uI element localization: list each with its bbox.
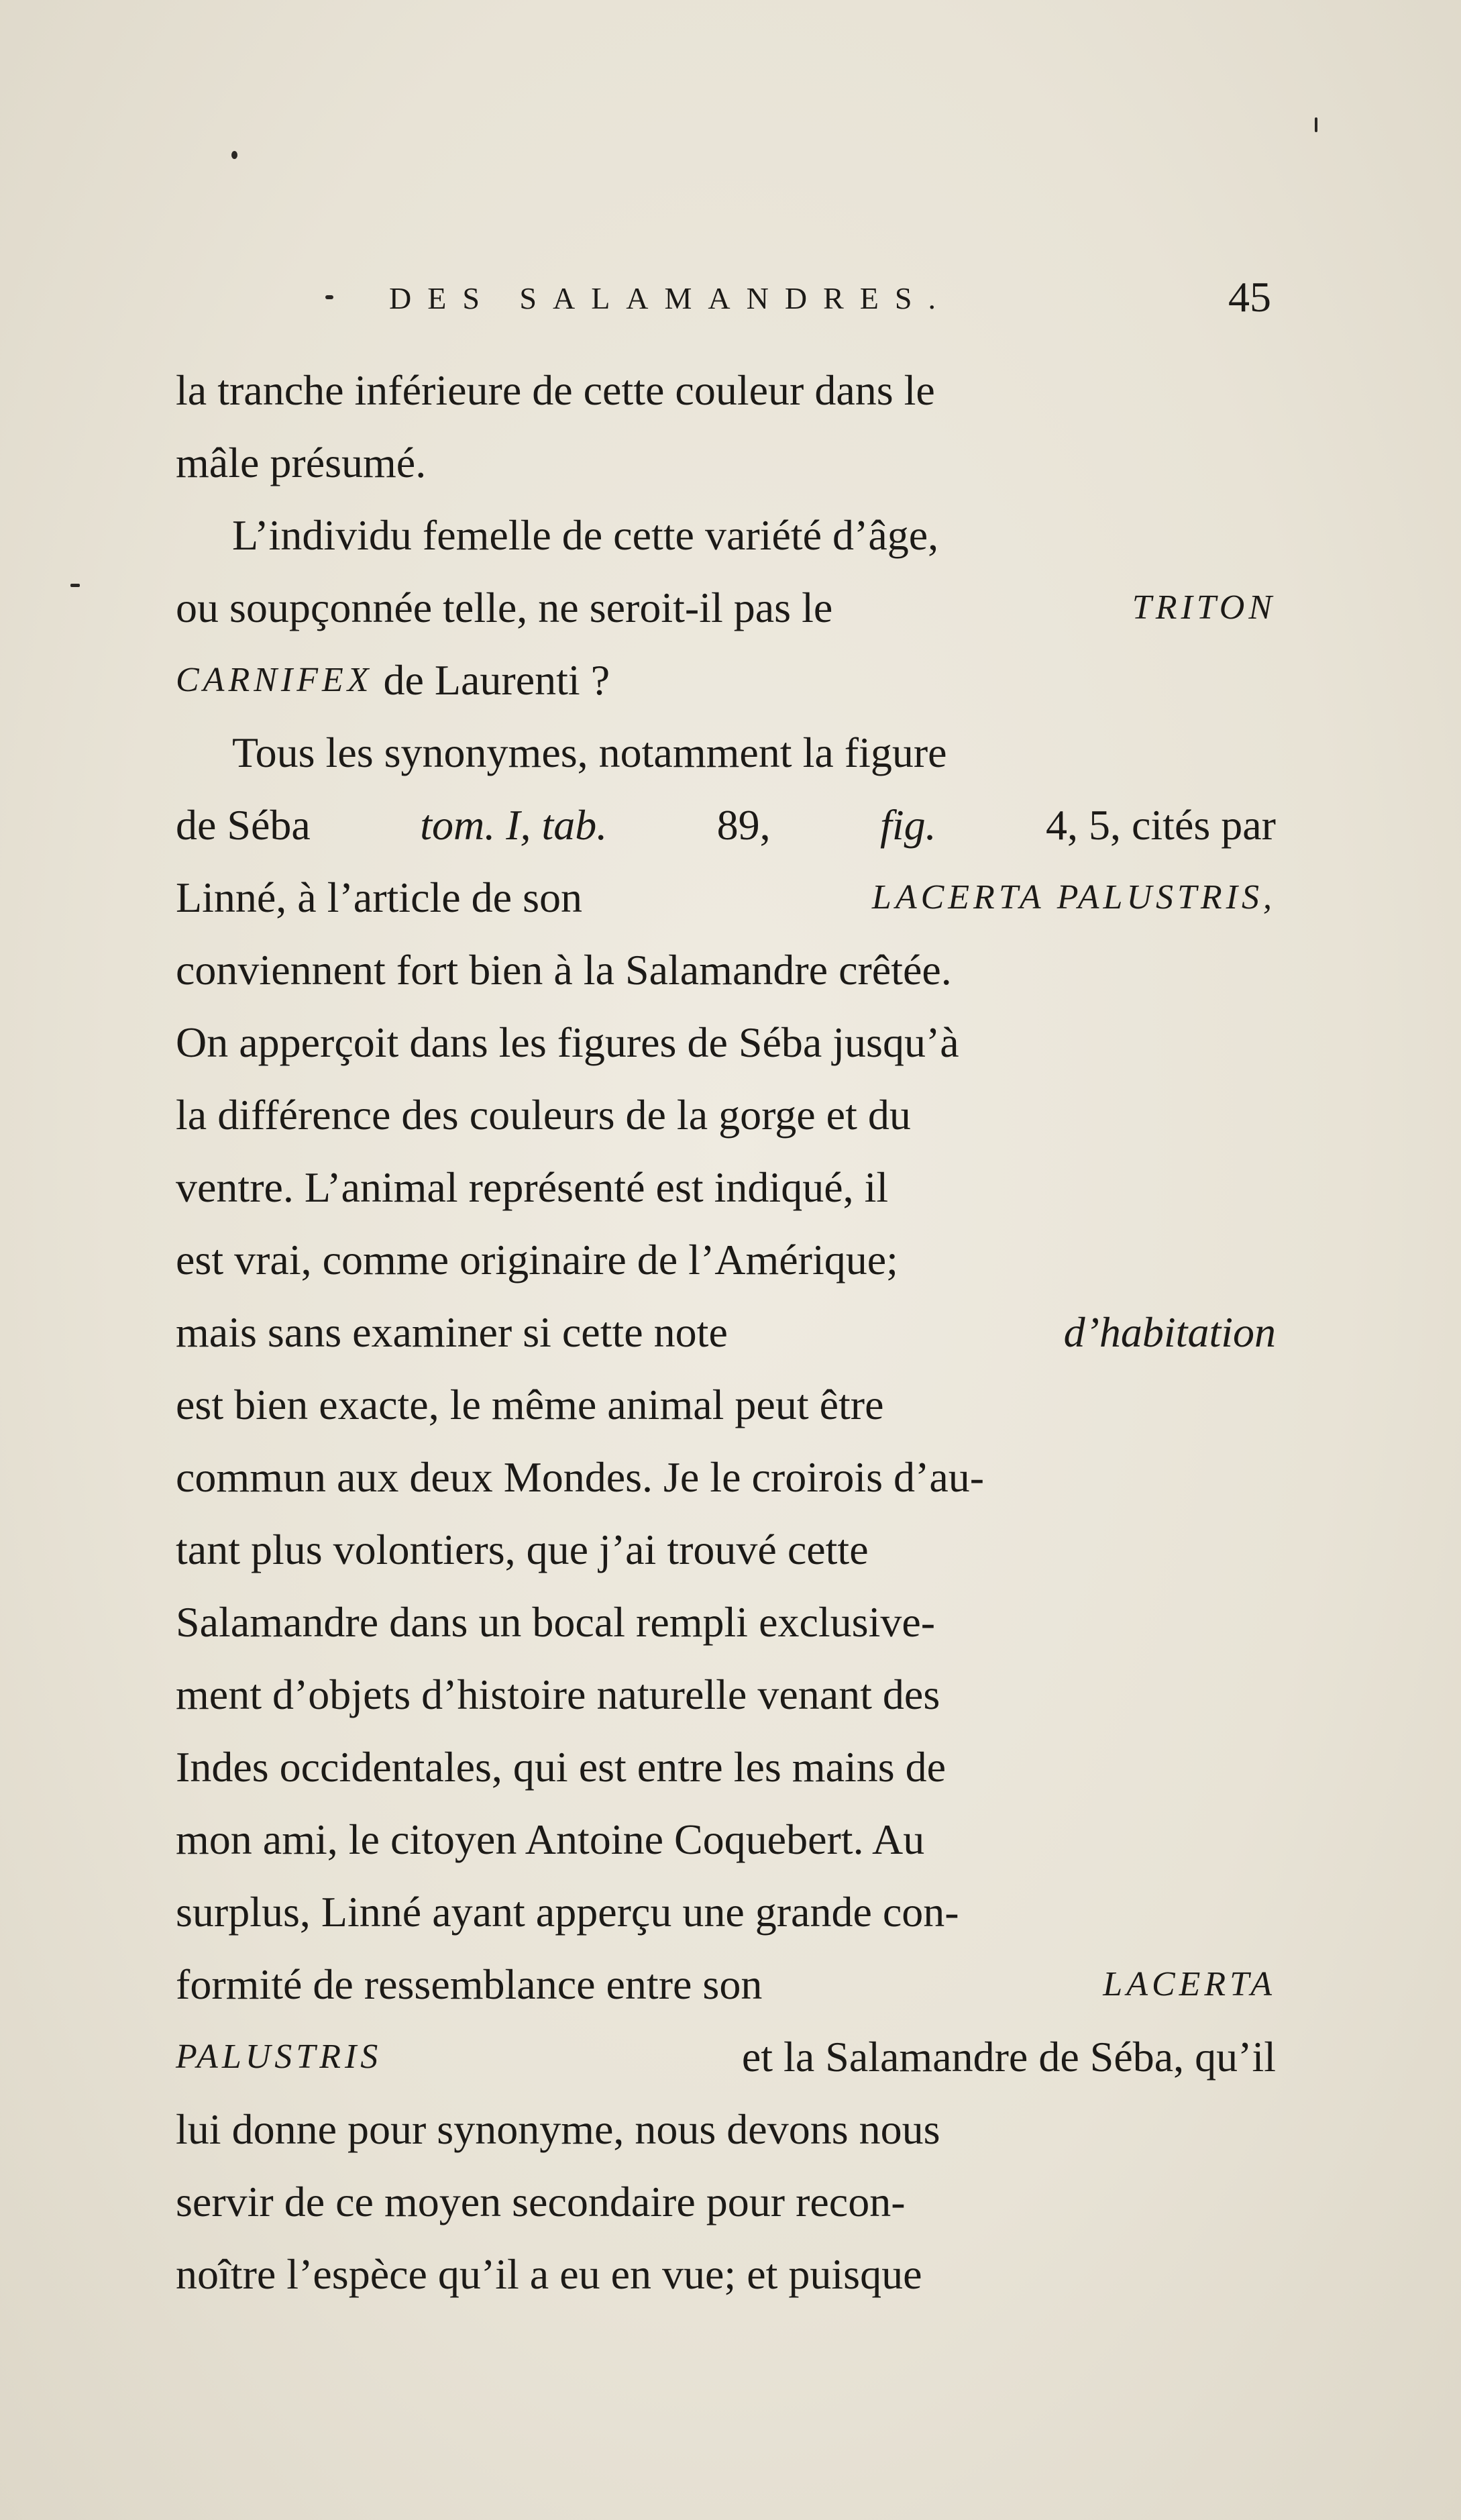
text-line [176, 1151, 1276, 1224]
text-segment: est bien exacte, le même animal peut être [176, 1381, 884, 1428]
text-line [176, 717, 1276, 789]
text-line [176, 1079, 1276, 1151]
text-line [176, 1948, 1276, 2021]
ink-speck [231, 151, 237, 159]
text-segment: ventre. L’animal représenté est indiqué, il [176, 1163, 889, 1211]
running-title: DES SALAMANDRES. [389, 281, 952, 315]
text-segment: de Séba [176, 801, 311, 849]
text-line [176, 427, 1276, 499]
text-segment: surplus, Linné ayant apperçu une grande con- [176, 1888, 959, 1936]
text-line [176, 572, 1276, 644]
text-segment: Tous les synonymes, notamment la figure [232, 729, 947, 776]
page-header [376, 268, 1278, 329]
page-number: 45 [1228, 273, 1271, 321]
text-line [176, 1006, 1276, 1079]
text-segment: mais sans examiner si cette note [176, 1308, 728, 1356]
body-text [176, 354, 1276, 2311]
text-segment: 89, [716, 801, 771, 849]
text-segment: ou soupçonnée telle, ne seroit-il pas le [176, 584, 833, 631]
text-segment: de Laurenti ? [383, 656, 610, 704]
text-segment: mâle présumé. [176, 439, 427, 486]
text-segment: On apperçoit dans les figures de Séba jusqu’à [176, 1018, 959, 1066]
text-segment: L’individu femelle de cette variété d’âge, [232, 511, 939, 559]
ink-speck [70, 584, 80, 587]
text-line [176, 1369, 1276, 1441]
text-segment: fig. [880, 801, 936, 849]
text-segment: commun aux deux Mondes. Je le croirois d’au- [176, 1453, 985, 1501]
text-segment: ment d’objets d’histoire naturelle venant des [176, 1671, 940, 1718]
text-segment: la tranche inférieure de cette couleur dans le [176, 366, 935, 414]
latin-name: PALUSTRIS [176, 2038, 382, 2076]
text-line [176, 1296, 1276, 1369]
text-segment: Indes occidentales, qui est entre les mains de [176, 1743, 946, 1791]
ink-speck [1315, 117, 1317, 132]
latin-name: TRITON [1132, 588, 1276, 627]
text-segment: mon ami, le citoyen Antoine Coquebert. Au [176, 1816, 925, 1863]
text-line [176, 789, 1276, 861]
ink-speck [325, 295, 333, 299]
text-line [176, 934, 1276, 1006]
text-segment: noître l’espèce qu’il a eu en vue; et puisque [176, 2250, 922, 2298]
text-line [176, 644, 1276, 717]
text-line [176, 1441, 1276, 1514]
text-line [176, 1224, 1276, 1296]
text-line [176, 499, 1276, 572]
latin-name: CARNIFEX [176, 661, 373, 699]
latin-name: LACERTA [1103, 1965, 1276, 2003]
text-line [176, 1876, 1276, 1948]
text-segment: et la Salamandre de Séba, qu’il [741, 2033, 1276, 2081]
text-segment: formité de ressemblance entre son [176, 1960, 763, 2008]
text-line [176, 1803, 1276, 1876]
text-line [176, 2166, 1276, 2238]
text-segment: conviennent fort bien à la Salamandre crêtée. [176, 946, 952, 994]
text-line [176, 1514, 1276, 1586]
text-segment: d’habitation [1063, 1308, 1276, 1356]
text-segment: la différence des couleurs de la gorge et du [176, 1091, 911, 1139]
text-line [176, 1731, 1276, 1803]
text-line [176, 2093, 1276, 2166]
text-segment: Salamandre dans un bocal rempli exclusive- [176, 1598, 936, 1646]
text-line [176, 861, 1276, 934]
text-segment: Linné, à l’article de son [176, 874, 582, 921]
text-line [176, 2021, 1276, 2093]
latin-name: LACERTA PALUSTRIS, [871, 878, 1276, 916]
text-line [176, 354, 1276, 427]
text-segment: tom. I, tab. [420, 801, 608, 849]
text-line [176, 2238, 1276, 2311]
text-segment: lui donne pour synonyme, nous devons nous [176, 2105, 940, 2153]
text-segment: 4, 5, cités par [1045, 801, 1276, 849]
text-line [176, 1586, 1276, 1659]
text-segment: servir de ce moyen secondaire pour recon- [176, 2178, 906, 2225]
text-segment: tant plus volontiers, que j’ai trouvé cette [176, 1526, 869, 1573]
text-segment: est vrai, comme originaire de l’Amérique; [176, 1236, 898, 1283]
text-line [176, 1659, 1276, 1731]
